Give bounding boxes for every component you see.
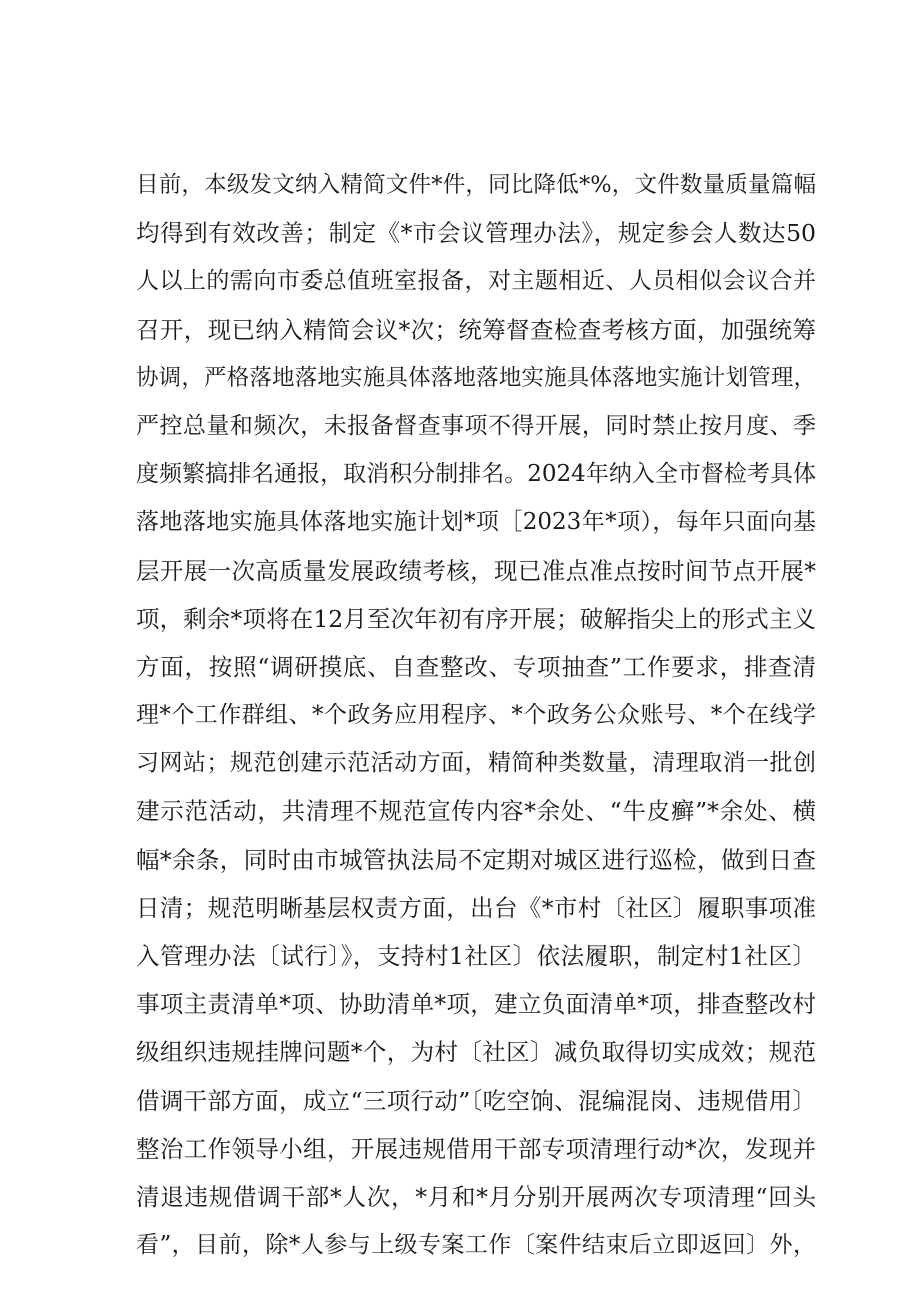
paragraph-line: 人以上的需向市委总值班室报备，对主题相近、人员相似会议合并 xyxy=(136,268,816,295)
paragraph-line: 目前，本级发文纳入精简文件*件，同比降低*%，文件数量质量篇幅 xyxy=(136,172,816,198)
paragraph-line: 入管理办法〔试行〕》，支持村1社区〕依法履职，制定村1社区〕 xyxy=(136,942,816,970)
paragraph-line: 清退违规借调干部*人次，*月和*月分别开展两次专项清理“回头 xyxy=(136,1182,816,1211)
paragraph-line: 看”，目前，除*人参与上级专案工作〔案件结束后立即返回〕外， xyxy=(136,1232,816,1259)
paragraph-line: 借调干部方面，成立“三项行动”〔吃空饷、混编混岗、违规借用〕 xyxy=(136,1086,816,1115)
paragraph-line: 层开展一次高质量发展政绩考核，现已准点准点按时间节点开展* xyxy=(136,556,816,585)
paragraph-line: 项，剩余*项将在12月至次年初有序开展；破解指尖上的形式主义 xyxy=(136,604,816,633)
paragraph-line: 严控总量和频次，未报备督查事项不得开展，同时禁止按月度、季 xyxy=(136,412,816,439)
paragraph-line: 日清；规范明晰基层权责方面，出台《*市村〔社区〕履职事项准 xyxy=(136,893,816,922)
body-paragraph xyxy=(136,161,816,1269)
paragraph-line: 度频繁搞排名通报，取消积分制排名。2024年纳入全市督检考具体 xyxy=(136,461,816,488)
paragraph-line: 整治工作领导小组，开展违规借用干部专项清理行动*次，发现并 xyxy=(136,1134,816,1163)
paragraph-line: 理*个工作群组、*个政务应用程序、*个政务公众账号、*个在线学 xyxy=(136,702,816,729)
paragraph-line: 方面，按照“调研摸底、自查整改、专项抽查”工作要求，排查清 xyxy=(136,652,816,681)
paragraph-line: 级组织违规挂牌问题*个，为村〔社区〕减负取得切实成效；规范 xyxy=(136,1038,816,1067)
paragraph-line: 召开，现已纳入精简会议*次；统筹督查检查考核方面，加强统筹 xyxy=(136,315,816,344)
paragraph-line: 习网站；规范创建示范活动方面，精简种类数量，清理取消一批创 xyxy=(136,750,816,777)
paragraph-line: 均得到有效改善；制定《*市会议管理办法》，规定参会人数达50 xyxy=(136,219,816,248)
paragraph-line: 幅*余条，同时由市城管执法局不定期对城区进行巡检，做到日查 xyxy=(136,845,816,874)
paragraph-line: 落地落地实施具体落地实施计划*项［2023年*项），每年只面向基 xyxy=(136,509,816,536)
paragraph-line: 协调，严格落地落地实施具体落地落地实施具体落地实施计划管理， xyxy=(136,364,816,391)
paragraph-line: 建示范活动，共清理不规范宣传内容*余处、“牛皮癣”*余处、横 xyxy=(136,797,816,826)
paragraph-line: 事项主责清单*项、协助清单*项，建立负面清单*项，排查整改村 xyxy=(136,990,816,1019)
